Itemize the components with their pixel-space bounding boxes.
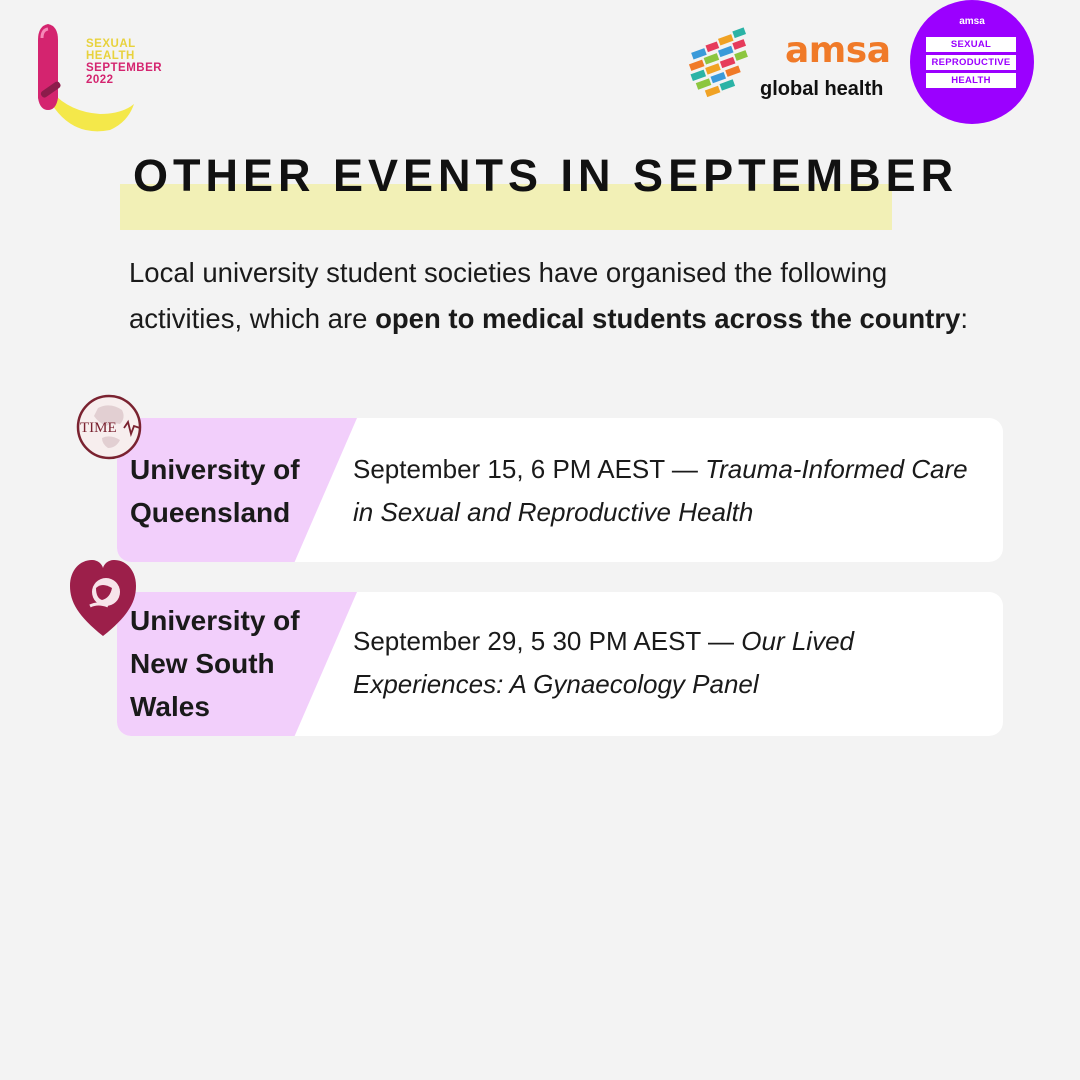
intro-suffix: : — [960, 303, 968, 334]
university-name — [130, 599, 300, 728]
university-name-line: New South — [130, 648, 275, 679]
srh-line-1: SEXUAL — [926, 37, 1016, 52]
srh-amsa-wordmark: amsa — [959, 16, 985, 27]
event-description — [353, 620, 973, 706]
university-name-line: Queensland — [130, 497, 291, 528]
university-name-line: Wales — [130, 691, 210, 722]
amsa-global-health-logo — [685, 22, 895, 107]
shs-line-4: 2022 — [86, 74, 114, 86]
shs-line-3: SEPTEMBER — [86, 62, 163, 74]
time-society-icon — [76, 394, 142, 460]
event-card — [117, 592, 1003, 736]
intro-text: Local university student societies have organised the following activities, which are — [129, 257, 888, 334]
srh-line-3: HEALTH — [926, 73, 1016, 88]
event-card — [117, 418, 1003, 562]
intro-paragraph — [129, 250, 989, 342]
global-health-wordmark: global health — [760, 78, 884, 100]
event-description — [353, 448, 973, 534]
event-title: Our Lived Experiences: A Gynaecology Panel — [353, 626, 855, 699]
university-name — [130, 448, 300, 534]
sexual-health-september-logo — [30, 18, 170, 148]
event-title: Trauma-Informed Care in Sexual and Reproductive Health — [353, 454, 968, 527]
event-date: September 29, 5 30 PM AEST — — [353, 626, 742, 656]
globe-mosaic-icon — [685, 24, 765, 104]
time-icon-label: TIME — [80, 420, 117, 436]
page-title: OTHER EVENTS IN SEPTEMBER — [133, 150, 959, 201]
intro-bold-text: open to medical students across the country — [375, 303, 961, 334]
amsa-wordmark: amsa — [785, 30, 891, 71]
university-name-line: University of — [130, 605, 300, 636]
event-date: September 15, 6 PM AEST — — [353, 454, 706, 484]
srh-badge — [910, 0, 1034, 124]
shs-line-2: HEALTH — [86, 50, 135, 62]
srh-line-2: REPRODUCTIVE — [926, 55, 1016, 70]
heart-mother-child-icon — [68, 558, 138, 638]
shs-line-1: SEXUAL — [86, 38, 136, 50]
university-name-line: University of — [130, 454, 300, 485]
